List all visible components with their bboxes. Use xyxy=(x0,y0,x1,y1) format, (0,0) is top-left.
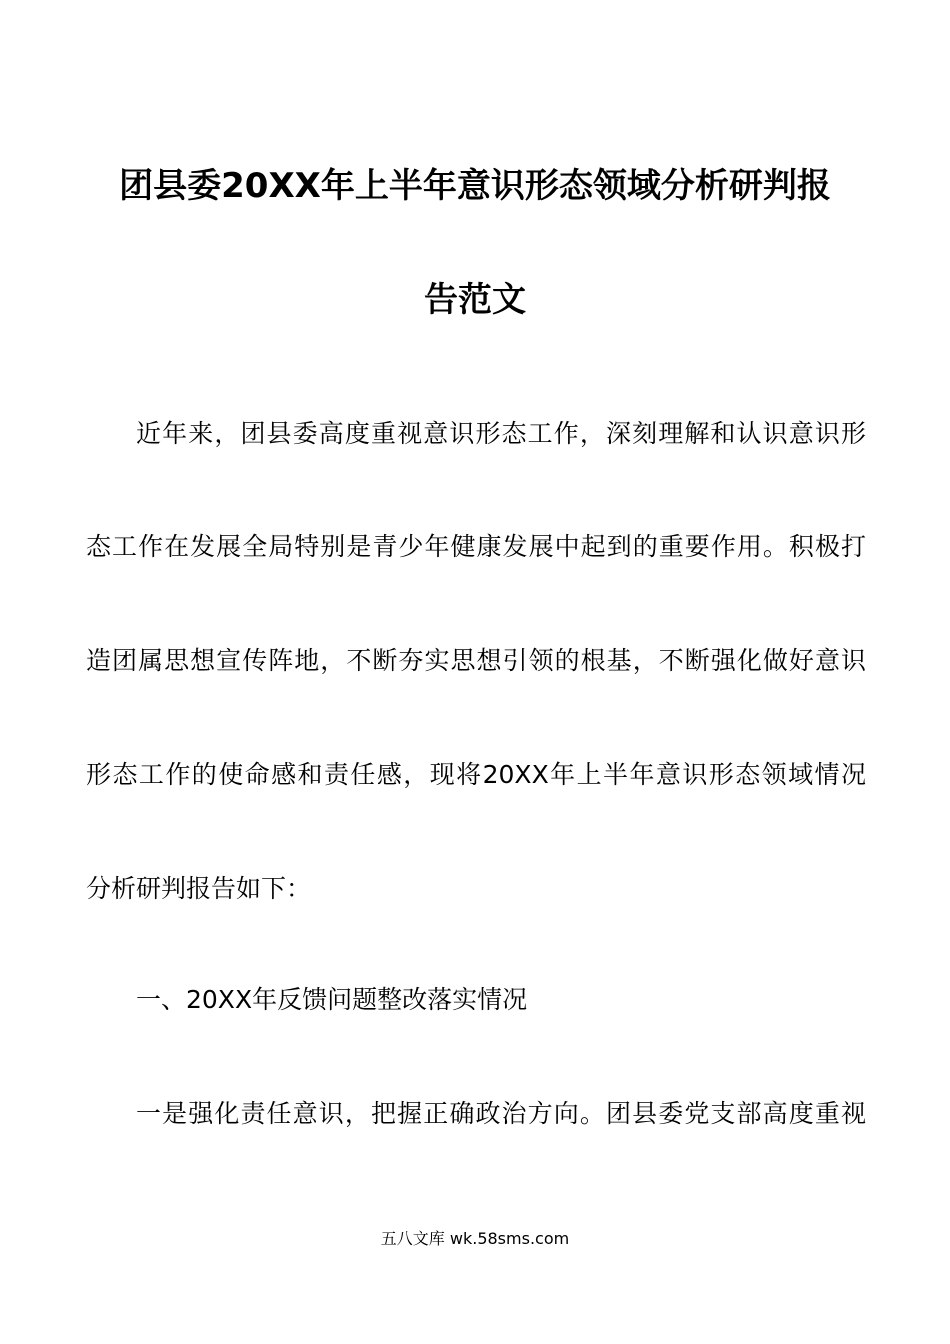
footer-watermark: 五八文库 wk.58sms.com xyxy=(380,1229,570,1248)
document-title-line-1: 团县委20XX年上半年意识形态领域分析研判报 xyxy=(119,166,831,206)
section-heading: 一、20XX年反馈问题整改落实情况 xyxy=(136,985,528,1014)
paragraph-line-3: 造团属思想宣传阵地，不断夯实思想引领的根基，不断强化做好意识 xyxy=(86,646,866,675)
paragraph-line-5: 分析研判报告如下： xyxy=(86,874,312,903)
section-paragraph-line-1: 一是强化责任意识，把握正确政治方向。团县委党支部高度重视 xyxy=(136,1099,866,1128)
paragraph-line-1: 近年来，团县委高度重视意识形态工作，深刻理解和认识意识形 xyxy=(136,419,866,448)
paragraph-line-4: 形态工作的使命感和责任感，现将20XX年上半年意识形态领域情况 xyxy=(86,760,866,789)
document-title-line-2: 告范文 xyxy=(424,280,526,320)
paragraph-line-2: 态工作在发展全局特别是青少年健康发展中起到的重要作用。积极打 xyxy=(86,532,866,561)
